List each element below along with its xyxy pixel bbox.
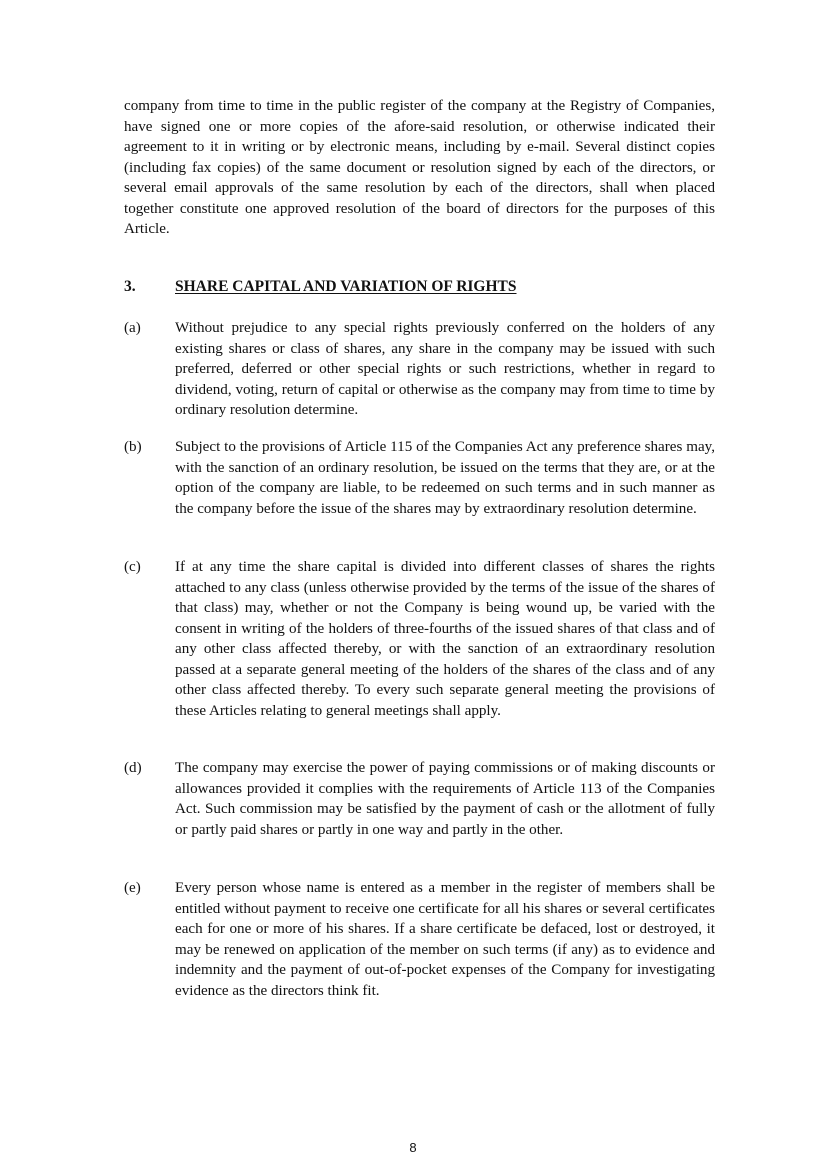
clause-text: Every person whose name is entered as a member in the register of members shall be entitled without payment to receive one certificate for all his shares or several certificates each for one or more of his shares. If a share certificate be defaced, lost or destroyed, it may be renewed on application of the member on such terms (if any) as to evidence and indemnity and the payment of out-of-pocket expenses of the Company for investigating evidence as the directors think fit. <box>175 880 715 999</box>
clause-text: The company may exercise the power of paying commissions or of making discounts or allowances provided it complies with the requirements of Article 113 of the Companies Act. Such commission may be satisfied by the payment of cash or the allotment of fully or partly paid shares or partly in one way and partly in the other. <box>175 760 715 838</box>
page-number: 8 <box>409 1140 417 1155</box>
clause-label: (e) <box>124 880 141 896</box>
clause-text: Without prejudice to any special rights previously conferred on the holders of any existing shares or class of shares, any share in the company may be issued with such preferred, deferred or other special rights or such restrictions, whether in regard to dividend, voting, return of capital or otherwise as the company may from time to time by ordinary resolution determine. <box>175 320 715 418</box>
clause-label: (d) <box>124 760 142 776</box>
section-title: SHARE CAPITAL AND VARIATION OF RIGHTS <box>175 278 517 295</box>
clause-text: If at any time the share capital is divided into different classes of shares the rights attached to any class (unless otherwise provided by the terms of the issue of the shares of that class) may, whether or not the Company is being wound up, be varied with the consent in writing of the holders of three-fourths of the issued shares of that class and of any other class affected thereby, or with the sanction of an extraordinary resolution passed at a separate general meeting of the holders of the shares of the class and of any other class affected thereby. To every such separate general meeting the provisions of these Articles relating to general meetings shall apply. <box>175 559 715 719</box>
clause-label: (a) <box>124 320 141 336</box>
clause-text: Subject to the provisions of Article 115 of the Companies Act any preference shares may, with the sanction of an ordinary resolution, be issued on the terms that they are, or at the option of the company are liable, to be redeemed on such terms and in such manner as the company before the issue of the shares may by extraordinary resolution determine. <box>175 439 715 517</box>
clause-label: (b) <box>124 439 142 455</box>
intro-paragraph: company from time to time in the public register of the company at the Registry of Companies, have signed one or more copies of the afore-said resolution, or otherwise indicated their agreement to it in writing or by electronic means, including by e-mail. Several distinct copies (including fax copies) of the same document or resolution signed by each of the directors, or several email approvals of the same resolution by each of the directors, shall when placed together constitute one approved resolution of the board of directors for the purposes of this Article. <box>124 98 715 237</box>
section-heading <box>124 277 724 297</box>
section-number: 3. <box>124 278 136 295</box>
clause-label: (c) <box>124 559 141 575</box>
